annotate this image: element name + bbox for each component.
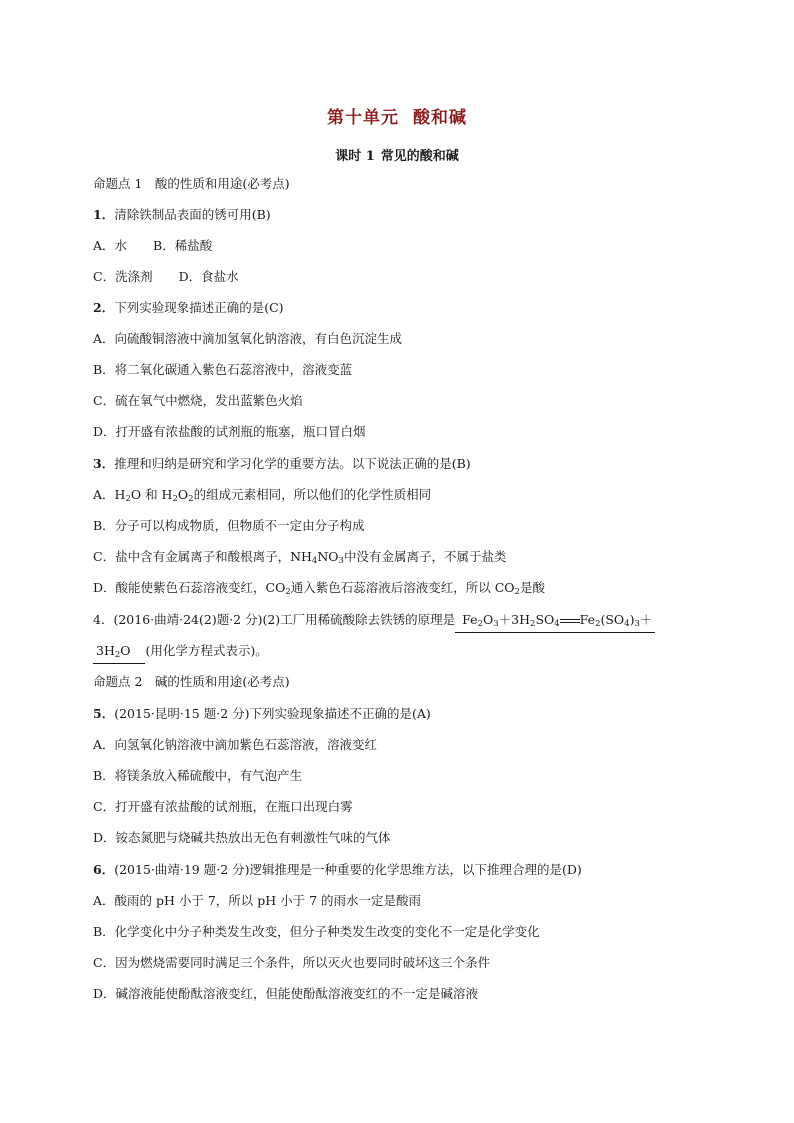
- question-6-option-b: B．化学变化中分子种类发生改变，但分子种类发生改变的变化不一定是化学变化: [93, 924, 540, 939]
- question-5-option-b: B．将镁条放入稀硫酸中，有气泡产生: [93, 768, 303, 783]
- lesson-name: 常见的酸和碱: [380, 149, 459, 164]
- equals-sign-icon: [560, 616, 580, 626]
- option-b: B．稀盐酸: [153, 238, 213, 253]
- option-d: D．食盐水: [178, 269, 239, 284]
- unit-title-sub: 酸和碱: [413, 108, 467, 128]
- question-2-option-c: C．硫在氧气中燃烧，发出蓝紫色火焰: [93, 393, 303, 408]
- answer-blank-cont: $3H_2O$: [93, 643, 145, 664]
- option-c: C．洗涤剂: [93, 269, 153, 284]
- unit-title-main: 第十单元: [327, 108, 399, 128]
- answer-blank: $Fe_2O_3+3H_2SO_4$ $Fe_2(SO_4)_3+$: [455, 612, 655, 633]
- question-5-option-a: A．向氢氧化钠溶液中滴加紫色石蕊溶液，溶液变红: [93, 737, 378, 752]
- question-3-option-d: D．酸能使紫色石蕊溶液变红，$CO_2$通入紫色石蕊溶液后溶液变红，所以 $CO_2$是酸: [93, 580, 545, 597]
- lesson-title: [0, 145, 794, 164]
- question-2-option-d: D．打开盛有浓盐酸的试剂瓶的瓶塞，瓶口冒白烟: [93, 424, 366, 439]
- option-a: A．水: [93, 238, 128, 253]
- question-6-stem: 6．(2015·曲靖·19 题·2 分)逻辑推理是一种重要的化学思维方法，以下推理合理的是(D): [93, 862, 582, 877]
- section-heading-1: 命题点 1 酸的性质和用途(必考点): [93, 176, 290, 191]
- question-6-option-d: D．碱溶液能使酚酞溶液变红，但能使酚酞溶液变红的不一定是碱溶液: [93, 986, 479, 1001]
- question-3-stem: 3．推理和归纳是研究和学习化学的重要方法。以下说法正确的是(B): [93, 456, 471, 471]
- question-5-option-d: D．铵态氮肥与烧碱共热放出无色有刺激性气味的气体: [93, 830, 391, 845]
- question-4-stem: 4．(2016·曲靖·24(2)题·2 分)(2)工厂用稀硫酸除去铁锈的原理是 $Fe_2O_3+3H_2SO_4$ $Fe_2(SO_4)_3+$: [93, 611, 655, 633]
- question-5-option-c: C．打开盛有浓盐酸的试剂瓶，在瓶口出现白雾: [93, 799, 353, 814]
- question-3-option-a: A．$H_2O$ 和 $H_2O_2$的组成元素相同，所以他们的化学性质相同: [93, 487, 432, 504]
- question-1-stem: 1．清除铁制品表面的锈可用(B): [93, 207, 271, 222]
- unit-title: [0, 103, 794, 128]
- section-heading-2: 命题点 2 碱的性质和用途(必考点): [93, 674, 290, 689]
- question-6-option-a: A．酸雨的 pH 小于 7，所以 pH 小于 7 的雨水一定是酸雨: [93, 893, 422, 908]
- question-1-options-ab: [93, 237, 212, 255]
- question-2-option-b: B．将二氧化碳通入紫色石蕊溶液中，溶液变蓝: [93, 362, 353, 377]
- question-2-option-a: A．向硫酸铜溶液中滴加氢氧化钠溶液，有白色沉淀生成: [93, 331, 403, 346]
- question-2-stem: 2．下列实验现象描述正确的是(C): [93, 300, 284, 315]
- lesson-number: 课时 1: [335, 149, 375, 164]
- question-3-option-b: B．分子可以构成物质，但物质不一定由分子构成: [93, 518, 365, 533]
- question-1-options-cd: [93, 268, 239, 286]
- question-3-option-c: C．盐中含有金属离子和酸根离子，$NH_4NO_3$中没有金属离子，不属于盐类: [93, 549, 507, 566]
- question-6-option-c: C．因为燃烧需要同时满足三个条件，所以灭火也要同时破坏这三个条件: [93, 955, 491, 970]
- question-5-stem: 5．(2015·昆明·15 题·2 分)下列实验现象描述不正确的是(A): [93, 706, 431, 721]
- question-4-continuation: $3H_2O$ (用化学方程式表示)。: [93, 642, 268, 664]
